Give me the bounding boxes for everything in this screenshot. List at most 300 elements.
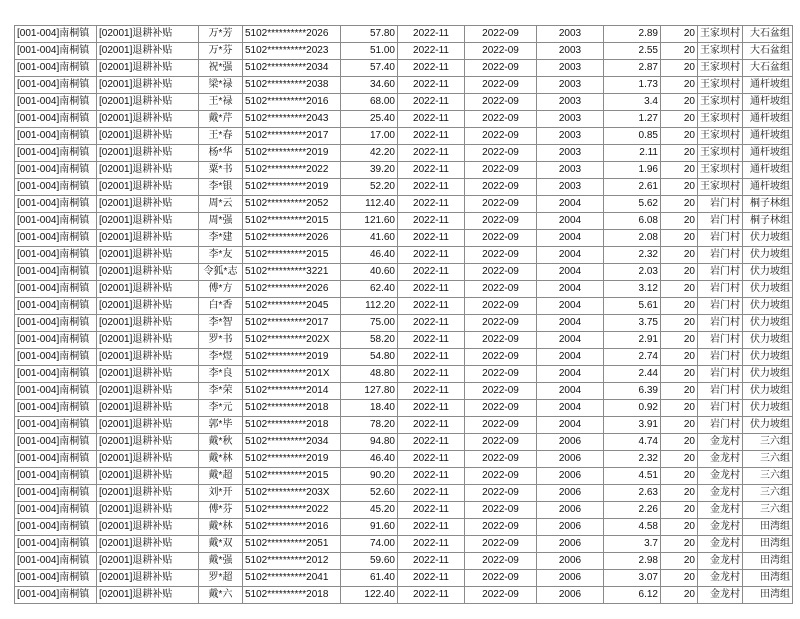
id-number-cell: 5102**********2016	[243, 519, 341, 536]
name-cell: 傅*芬	[199, 502, 243, 519]
name-cell: 戴*林	[199, 451, 243, 468]
pay-month-cell: 2022-11	[398, 553, 465, 570]
name-cell: 周*强	[199, 213, 243, 230]
table-row	[15, 94, 793, 111]
village-cell: 王家坝村	[698, 179, 743, 196]
village-cell: 金龙村	[698, 553, 743, 570]
village-cell: 金龙村	[698, 468, 743, 485]
rate-cell: 20	[661, 519, 698, 536]
id-number-cell: 5102**********2015	[243, 247, 341, 264]
id-number-cell: 5102**********2022	[243, 162, 341, 179]
rate-cell: 20	[661, 26, 698, 43]
name-cell: 李*元	[199, 400, 243, 417]
id-number-cell: 5102**********2018	[243, 417, 341, 434]
year-cell: 2003	[537, 111, 604, 128]
town-cell: [001-004]南桐镇	[15, 60, 97, 77]
village-cell: 岩门村	[698, 332, 743, 349]
village-cell: 岩门村	[698, 349, 743, 366]
subsidy-type-cell: [02001]退耕补贴	[97, 60, 199, 77]
rate-cell: 20	[661, 298, 698, 315]
id-number-cell: 5102**********2019	[243, 349, 341, 366]
town-cell: [001-004]南桐镇	[15, 400, 97, 417]
year-cell: 2003	[537, 128, 604, 145]
table-row	[15, 60, 793, 77]
area-cell: 1.73	[604, 77, 661, 94]
table-row	[15, 179, 793, 196]
year-cell: 2003	[537, 94, 604, 111]
subsidy-type-cell: [02001]退耕补贴	[97, 400, 199, 417]
pay-month-cell: 2022-11	[398, 383, 465, 400]
amount-cell: 59.60	[341, 553, 398, 570]
pay-month-cell: 2022-11	[398, 60, 465, 77]
rate-cell: 20	[661, 43, 698, 60]
pay-month-cell: 2022-11	[398, 587, 465, 604]
table-row	[15, 26, 793, 43]
name-cell: 令狐*志	[199, 264, 243, 281]
period-cell: 2022-09	[465, 468, 537, 485]
subsidy-type-cell: [02001]退耕补贴	[97, 383, 199, 400]
town-cell: [001-004]南桐镇	[15, 111, 97, 128]
rate-cell: 20	[661, 485, 698, 502]
table-row	[15, 77, 793, 94]
rate-cell: 20	[661, 451, 698, 468]
subsidy-type-cell: [02001]退耕补贴	[97, 485, 199, 502]
town-cell: [001-004]南桐镇	[15, 553, 97, 570]
period-cell: 2022-09	[465, 315, 537, 332]
area-cell: 1.96	[604, 162, 661, 179]
subsidy-type-cell: [02001]退耕补贴	[97, 570, 199, 587]
group-cell: 通杆坡组	[743, 111, 793, 128]
period-cell: 2022-09	[465, 519, 537, 536]
year-cell: 2004	[537, 366, 604, 383]
town-cell: [001-004]南桐镇	[15, 366, 97, 383]
table-row	[15, 366, 793, 383]
town-cell: [001-004]南桐镇	[15, 26, 97, 43]
table-row	[15, 281, 793, 298]
amount-cell: 74.00	[341, 536, 398, 553]
rate-cell: 20	[661, 349, 698, 366]
amount-cell: 46.40	[341, 247, 398, 264]
town-cell: [001-004]南桐镇	[15, 502, 97, 519]
village-cell: 金龙村	[698, 519, 743, 536]
area-cell: 2.11	[604, 145, 661, 162]
table-row	[15, 434, 793, 451]
rate-cell: 20	[661, 502, 698, 519]
id-number-cell: 5102**********2017	[243, 315, 341, 332]
town-cell: [001-004]南桐镇	[15, 468, 97, 485]
group-cell: 田湾组	[743, 587, 793, 604]
area-cell: 2.87	[604, 60, 661, 77]
town-cell: [001-004]南桐镇	[15, 213, 97, 230]
rate-cell: 20	[661, 570, 698, 587]
pay-month-cell: 2022-11	[398, 264, 465, 281]
village-cell: 岩门村	[698, 247, 743, 264]
id-number-cell: 5102**********2026	[243, 281, 341, 298]
table-row	[15, 230, 793, 247]
pay-month-cell: 2022-11	[398, 111, 465, 128]
id-number-cell: 5102**********3221	[243, 264, 341, 281]
rate-cell: 20	[661, 281, 698, 298]
amount-cell: 61.40	[341, 570, 398, 587]
amount-cell: 78.20	[341, 417, 398, 434]
town-cell: [001-004]南桐镇	[15, 281, 97, 298]
rate-cell: 20	[661, 145, 698, 162]
id-number-cell: 5102**********2016	[243, 94, 341, 111]
pay-month-cell: 2022-11	[398, 298, 465, 315]
group-cell: 通杆坡组	[743, 128, 793, 145]
amount-cell: 39.20	[341, 162, 398, 179]
group-cell: 大石盆组	[743, 43, 793, 60]
area-cell: 2.98	[604, 553, 661, 570]
period-cell: 2022-09	[465, 417, 537, 434]
id-number-cell: 5102**********2014	[243, 383, 341, 400]
subsidy-type-cell: [02001]退耕补贴	[97, 587, 199, 604]
table-row	[15, 128, 793, 145]
table-row	[15, 43, 793, 60]
pay-month-cell: 2022-11	[398, 43, 465, 60]
group-cell: 伏力坡组	[743, 298, 793, 315]
rate-cell: 20	[661, 536, 698, 553]
rate-cell: 20	[661, 366, 698, 383]
area-cell: 2.03	[604, 264, 661, 281]
pay-month-cell: 2022-11	[398, 94, 465, 111]
amount-cell: 51.00	[341, 43, 398, 60]
group-cell: 伏力坡组	[743, 247, 793, 264]
area-cell: 2.89	[604, 26, 661, 43]
amount-cell: 54.80	[341, 349, 398, 366]
area-cell: 2.74	[604, 349, 661, 366]
group-cell: 伏力坡组	[743, 281, 793, 298]
table-row	[15, 468, 793, 485]
id-number-cell: 5102**********2019	[243, 179, 341, 196]
pay-month-cell: 2022-11	[398, 519, 465, 536]
town-cell: [001-004]南桐镇	[15, 77, 97, 94]
period-cell: 2022-09	[465, 230, 537, 247]
table-row	[15, 553, 793, 570]
year-cell: 2004	[537, 315, 604, 332]
pay-month-cell: 2022-11	[398, 349, 465, 366]
period-cell: 2022-09	[465, 128, 537, 145]
table-row	[15, 417, 793, 434]
year-cell: 2004	[537, 247, 604, 264]
subsidy-type-cell: [02001]退耕补贴	[97, 281, 199, 298]
village-cell: 金龙村	[698, 434, 743, 451]
period-cell: 2022-09	[465, 77, 537, 94]
name-cell: 刘*开	[199, 485, 243, 502]
area-cell: 2.32	[604, 247, 661, 264]
village-cell: 岩门村	[698, 213, 743, 230]
subsidy-type-cell: [02001]退耕补贴	[97, 179, 199, 196]
group-cell: 通杆坡组	[743, 94, 793, 111]
year-cell: 2004	[537, 213, 604, 230]
village-cell: 金龙村	[698, 536, 743, 553]
year-cell: 2006	[537, 587, 604, 604]
name-cell: 戴*强	[199, 553, 243, 570]
table-row	[15, 400, 793, 417]
village-cell: 王家坝村	[698, 145, 743, 162]
area-cell: 6.12	[604, 587, 661, 604]
area-cell: 1.27	[604, 111, 661, 128]
area-cell: 4.58	[604, 519, 661, 536]
table-row	[15, 485, 793, 502]
village-cell: 岩门村	[698, 383, 743, 400]
amount-cell: 42.20	[341, 145, 398, 162]
town-cell: [001-004]南桐镇	[15, 485, 97, 502]
year-cell: 2004	[537, 349, 604, 366]
group-cell: 伏力坡组	[743, 332, 793, 349]
subsidy-type-cell: [02001]退耕补贴	[97, 519, 199, 536]
group-cell: 伏力坡组	[743, 366, 793, 383]
year-cell: 2004	[537, 264, 604, 281]
village-cell: 岩门村	[698, 400, 743, 417]
pay-month-cell: 2022-11	[398, 145, 465, 162]
town-cell: [001-004]南桐镇	[15, 298, 97, 315]
name-cell: 李*智	[199, 315, 243, 332]
subsidy-type-cell: [02001]退耕补贴	[97, 315, 199, 332]
group-cell: 田湾组	[743, 570, 793, 587]
year-cell: 2003	[537, 162, 604, 179]
id-number-cell: 5102**********2023	[243, 43, 341, 60]
name-cell: 戴*林	[199, 519, 243, 536]
area-cell: 5.61	[604, 298, 661, 315]
subsidy-type-cell: [02001]退耕补贴	[97, 536, 199, 553]
pay-month-cell: 2022-11	[398, 162, 465, 179]
year-cell: 2006	[537, 553, 604, 570]
subsidy-type-cell: [02001]退耕补贴	[97, 502, 199, 519]
period-cell: 2022-09	[465, 281, 537, 298]
subsidy-type-cell: [02001]退耕补贴	[97, 145, 199, 162]
rate-cell: 20	[661, 264, 698, 281]
village-cell: 王家坝村	[698, 60, 743, 77]
year-cell: 2006	[537, 468, 604, 485]
group-cell: 通杆坡组	[743, 179, 793, 196]
rate-cell: 20	[661, 553, 698, 570]
group-cell: 三六组	[743, 502, 793, 519]
area-cell: 2.26	[604, 502, 661, 519]
name-cell: 祝*强	[199, 60, 243, 77]
amount-cell: 45.20	[341, 502, 398, 519]
group-cell: 伏力坡组	[743, 315, 793, 332]
id-number-cell: 5102**********2019	[243, 451, 341, 468]
group-cell: 伏力坡组	[743, 349, 793, 366]
period-cell: 2022-09	[465, 213, 537, 230]
id-number-cell: 5102**********2038	[243, 77, 341, 94]
pay-month-cell: 2022-11	[398, 536, 465, 553]
name-cell: 郭*毕	[199, 417, 243, 434]
period-cell: 2022-09	[465, 162, 537, 179]
subsidy-table-container	[14, 25, 793, 604]
period-cell: 2022-09	[465, 196, 537, 213]
group-cell: 伏力坡组	[743, 264, 793, 281]
area-cell: 0.92	[604, 400, 661, 417]
amount-cell: 48.80	[341, 366, 398, 383]
year-cell: 2006	[537, 570, 604, 587]
table-row	[15, 145, 793, 162]
period-cell: 2022-09	[465, 26, 537, 43]
town-cell: [001-004]南桐镇	[15, 128, 97, 145]
pay-month-cell: 2022-11	[398, 77, 465, 94]
period-cell: 2022-09	[465, 94, 537, 111]
period-cell: 2022-09	[465, 434, 537, 451]
name-cell: 万*芬	[199, 43, 243, 60]
area-cell: 5.62	[604, 196, 661, 213]
amount-cell: 91.60	[341, 519, 398, 536]
id-number-cell: 5102**********2018	[243, 400, 341, 417]
amount-cell: 40.60	[341, 264, 398, 281]
pay-month-cell: 2022-11	[398, 315, 465, 332]
rate-cell: 20	[661, 213, 698, 230]
name-cell: 戴*六	[199, 587, 243, 604]
table-row	[15, 451, 793, 468]
period-cell: 2022-09	[465, 451, 537, 468]
rate-cell: 20	[661, 417, 698, 434]
village-cell: 岩门村	[698, 281, 743, 298]
group-cell: 伏力坡组	[743, 400, 793, 417]
pay-month-cell: 2022-11	[398, 468, 465, 485]
pay-month-cell: 2022-11	[398, 434, 465, 451]
rate-cell: 20	[661, 315, 698, 332]
period-cell: 2022-09	[465, 145, 537, 162]
subsidy-type-cell: [02001]退耕补贴	[97, 43, 199, 60]
subsidy-type-cell: [02001]退耕补贴	[97, 332, 199, 349]
id-number-cell: 5102**********2015	[243, 468, 341, 485]
pay-month-cell: 2022-11	[398, 485, 465, 502]
town-cell: [001-004]南桐镇	[15, 43, 97, 60]
pay-month-cell: 2022-11	[398, 26, 465, 43]
town-cell: [001-004]南桐镇	[15, 179, 97, 196]
town-cell: [001-004]南桐镇	[15, 451, 97, 468]
village-cell: 金龙村	[698, 502, 743, 519]
town-cell: [001-004]南桐镇	[15, 349, 97, 366]
town-cell: [001-004]南桐镇	[15, 315, 97, 332]
period-cell: 2022-09	[465, 587, 537, 604]
amount-cell: 127.80	[341, 383, 398, 400]
rate-cell: 20	[661, 587, 698, 604]
subsidy-type-cell: [02001]退耕补贴	[97, 349, 199, 366]
amount-cell: 58.20	[341, 332, 398, 349]
village-cell: 王家坝村	[698, 26, 743, 43]
period-cell: 2022-09	[465, 111, 537, 128]
rate-cell: 20	[661, 111, 698, 128]
town-cell: [001-004]南桐镇	[15, 417, 97, 434]
group-cell: 三六组	[743, 485, 793, 502]
amount-cell: 68.00	[341, 94, 398, 111]
id-number-cell: 5102**********2022	[243, 502, 341, 519]
subsidy-type-cell: [02001]退耕补贴	[97, 298, 199, 315]
pay-month-cell: 2022-11	[398, 570, 465, 587]
area-cell: 2.61	[604, 179, 661, 196]
town-cell: [001-004]南桐镇	[15, 264, 97, 281]
rate-cell: 20	[661, 400, 698, 417]
table-row	[15, 349, 793, 366]
village-cell: 金龙村	[698, 451, 743, 468]
amount-cell: 112.40	[341, 196, 398, 213]
subsidy-type-cell: [02001]退耕补贴	[97, 247, 199, 264]
pay-month-cell: 2022-11	[398, 400, 465, 417]
year-cell: 2004	[537, 298, 604, 315]
amount-cell: 57.40	[341, 60, 398, 77]
name-cell: 粟*书	[199, 162, 243, 179]
table-row	[15, 587, 793, 604]
subsidy-type-cell: [02001]退耕补贴	[97, 26, 199, 43]
village-cell: 王家坝村	[698, 128, 743, 145]
id-number-cell: 5102**********2012	[243, 553, 341, 570]
area-cell: 3.12	[604, 281, 661, 298]
amount-cell: 62.40	[341, 281, 398, 298]
name-cell: 李*良	[199, 366, 243, 383]
rate-cell: 20	[661, 468, 698, 485]
rate-cell: 20	[661, 332, 698, 349]
pay-month-cell: 2022-11	[398, 281, 465, 298]
village-cell: 王家坝村	[698, 111, 743, 128]
name-cell: 戴*双	[199, 536, 243, 553]
year-cell: 2003	[537, 179, 604, 196]
pay-month-cell: 2022-11	[398, 179, 465, 196]
name-cell: 王*禄	[199, 94, 243, 111]
year-cell: 2006	[537, 485, 604, 502]
area-cell: 2.55	[604, 43, 661, 60]
period-cell: 2022-09	[465, 60, 537, 77]
town-cell: [001-004]南桐镇	[15, 332, 97, 349]
pay-month-cell: 2022-11	[398, 196, 465, 213]
village-cell: 岩门村	[698, 417, 743, 434]
town-cell: [001-004]南桐镇	[15, 587, 97, 604]
group-cell: 伏力坡组	[743, 417, 793, 434]
table-row	[15, 519, 793, 536]
group-cell: 通杆坡组	[743, 162, 793, 179]
subsidy-type-cell: [02001]退耕补贴	[97, 94, 199, 111]
table-body	[15, 26, 793, 604]
amount-cell: 46.40	[341, 451, 398, 468]
rate-cell: 20	[661, 383, 698, 400]
id-number-cell: 5102**********2034	[243, 434, 341, 451]
table-row	[15, 213, 793, 230]
name-cell: 梁*禄	[199, 77, 243, 94]
area-cell: 3.7	[604, 536, 661, 553]
year-cell: 2004	[537, 332, 604, 349]
table-row	[15, 383, 793, 400]
area-cell: 3.4	[604, 94, 661, 111]
table-row	[15, 162, 793, 179]
name-cell: 戴*秋	[199, 434, 243, 451]
period-cell: 2022-09	[465, 43, 537, 60]
town-cell: [001-004]南桐镇	[15, 145, 97, 162]
period-cell: 2022-09	[465, 570, 537, 587]
area-cell: 2.91	[604, 332, 661, 349]
pay-month-cell: 2022-11	[398, 213, 465, 230]
area-cell: 2.44	[604, 366, 661, 383]
subsidy-type-cell: [02001]退耕补贴	[97, 128, 199, 145]
village-cell: 岩门村	[698, 230, 743, 247]
id-number-cell: 5102**********2041	[243, 570, 341, 587]
name-cell: 李*煜	[199, 349, 243, 366]
amount-cell: 121.60	[341, 213, 398, 230]
pay-month-cell: 2022-11	[398, 128, 465, 145]
table-row	[15, 536, 793, 553]
id-number-cell: 5102**********2034	[243, 60, 341, 77]
table-row	[15, 502, 793, 519]
period-cell: 2022-09	[465, 400, 537, 417]
name-cell: 戴*芹	[199, 111, 243, 128]
group-cell: 田湾组	[743, 519, 793, 536]
period-cell: 2022-09	[465, 349, 537, 366]
town-cell: [001-004]南桐镇	[15, 570, 97, 587]
town-cell: [001-004]南桐镇	[15, 94, 97, 111]
amount-cell: 112.20	[341, 298, 398, 315]
town-cell: [001-004]南桐镇	[15, 162, 97, 179]
name-cell: 李*银	[199, 179, 243, 196]
pay-month-cell: 2022-11	[398, 417, 465, 434]
